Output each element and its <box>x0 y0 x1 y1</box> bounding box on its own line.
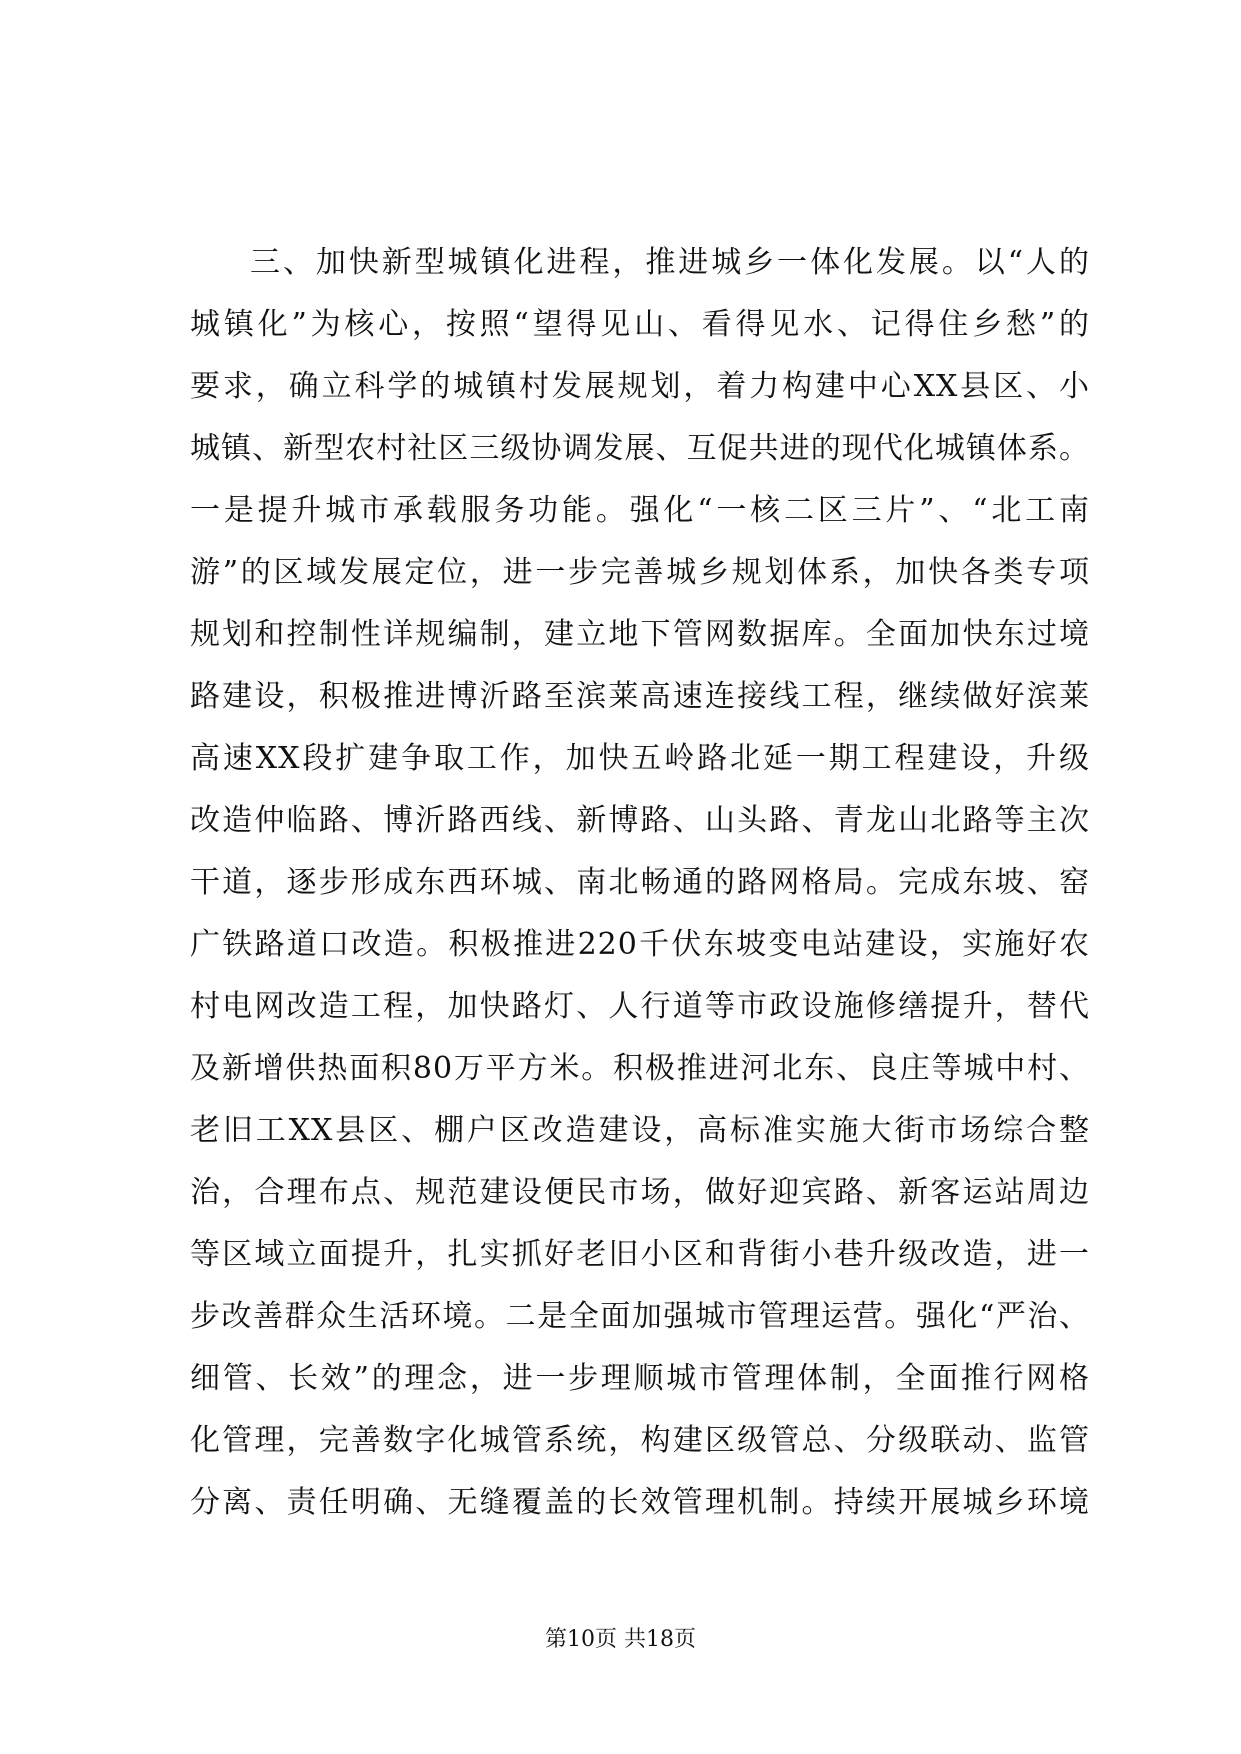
text-line: 步改善群众生活环境。二是全面加强城市管理运营。强化“严治、 <box>190 1299 1090 1334</box>
text-line: 改造仲临路、博沂路西线、新博路、山头路、青龙山北路等主次 <box>190 803 1090 838</box>
text-line: 城镇化”为核心，按照“望得见山、看得见水、记得住乡愁”的 <box>190 307 1090 342</box>
text-line: 等区域立面提升，扎实抓好老旧小区和背街小巷升级改造，进一 <box>190 1237 1090 1272</box>
text-line: 老旧工XX县区、棚户区改造建设，高标准实施大街市场综合整 <box>190 1113 1090 1148</box>
text-line: 要求，确立科学的城镇村发展规划，着力构建中心XX县区、小 <box>190 369 1090 404</box>
text-line: 干道，逐步形成东西环城、南北畅通的路网格局。完成东坡、窑 <box>190 865 1090 900</box>
text-line: 规划和控制性详规编制，建立地下管网数据库。全面加快东过境 <box>190 617 1090 652</box>
text-line: 村电网改造工程，加快路灯、人行道等市政设施修缮提升，替代 <box>190 989 1090 1024</box>
text-line: 游”的区域发展定位，进一步完善城乡规划体系，加快各类专项 <box>190 555 1090 590</box>
text-line: 城镇、新型农村社区三级协调发展、互促共进的现代化城镇体系。 <box>190 431 1090 466</box>
text-line: 一是提升城市承载服务功能。强化“一核二区三片”、“北工南 <box>190 493 1090 528</box>
text-line: 治，合理布点、规范建设便民市场，做好迎宾路、新客运站周边 <box>190 1175 1090 1210</box>
text-line: 化管理，完善数字化城管系统，构建区级管总、分级联动、监管 <box>190 1423 1090 1458</box>
text-line: 广铁路道口改造。积极推进220千伏东坡变电站建设，实施好农 <box>190 927 1090 962</box>
text-line: 细管、长效”的理念，进一步理顺城市管理体制，全面推行网格 <box>190 1361 1090 1396</box>
text-line: 路建设，积极推进博沂路至滨莱高速连接线工程，继续做好滨莱 <box>190 679 1090 714</box>
text-line: 三、加快新型城镇化进程，推进城乡一体化发展。以“人的 <box>250 245 1090 280</box>
text-line: 高速XX段扩建争取工作，加快五岭路北延一期工程建设，升级 <box>190 741 1090 776</box>
text-line: 分离、责任明确、无缝覆盖的长效管理机制。持续开展城乡环境 <box>190 1485 1090 1520</box>
body-paragraph <box>190 232 1090 1534</box>
text-line: 及新增供热面积80万平方米。积极推进河北东、良庄等城中村、 <box>190 1051 1090 1086</box>
page-number-footer: 第10页 共18页 <box>545 1627 696 1652</box>
